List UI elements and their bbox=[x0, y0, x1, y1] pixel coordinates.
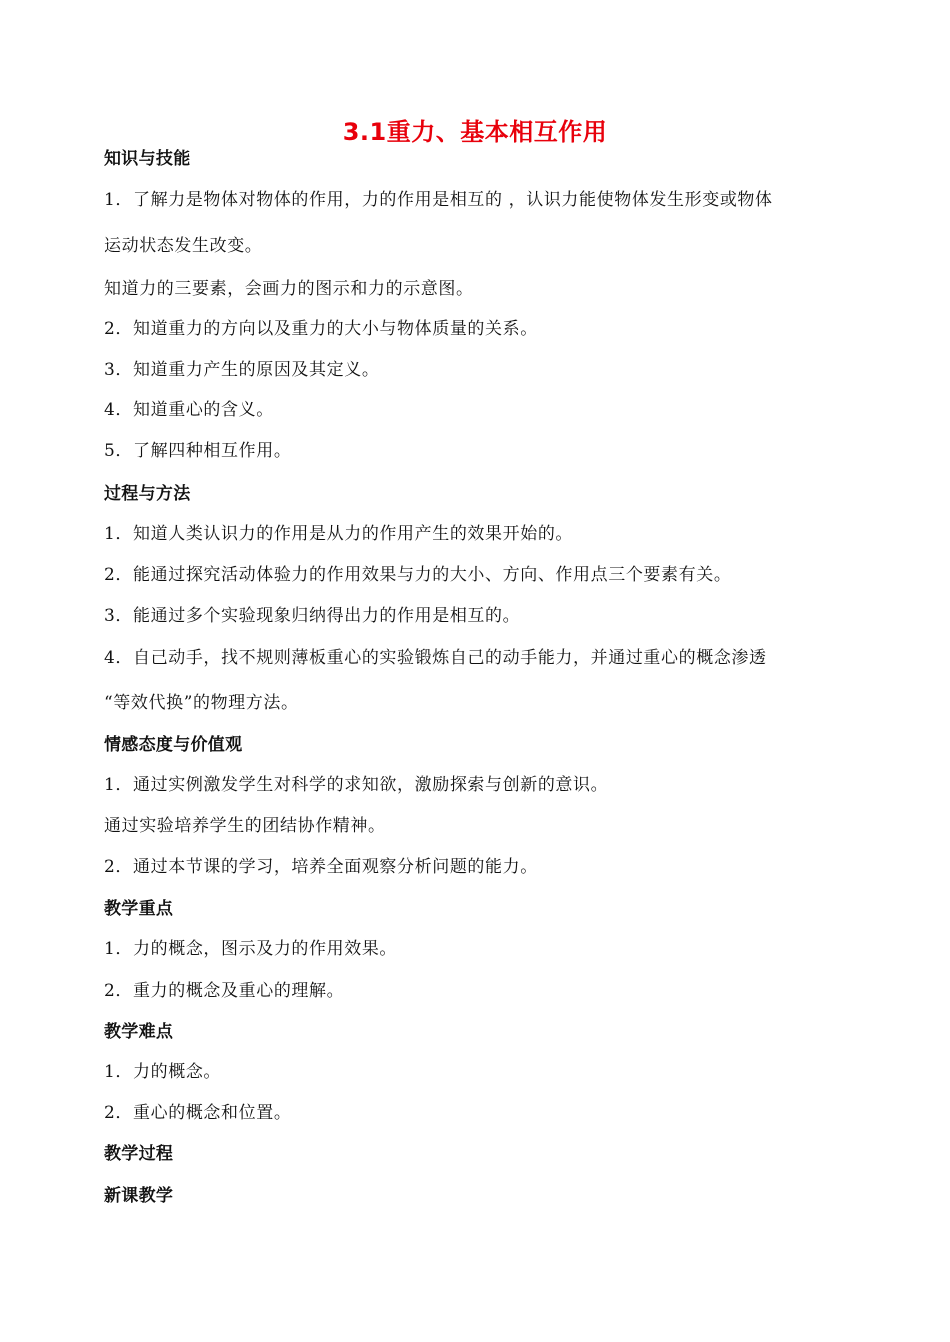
paragraph-line: 2．知道重力的方向以及重力的大小与物体质量的关系。 bbox=[104, 319, 538, 339]
paragraph-line: 3．知道重力产生的原因及其定义。 bbox=[104, 360, 380, 380]
paragraph-line: 1．了解力是物体对物体的作用，力的作用是相互的 ，认识力能使物体发生形变或物体 bbox=[104, 190, 773, 210]
paragraph-line: 1．知道人类认识力的作用是从力的作用产生的效果开始的。 bbox=[104, 524, 574, 544]
paragraph-line: 知道力的三要素，会画力的图示和力的示意图。 bbox=[104, 279, 474, 299]
section-heading: 教学重点 bbox=[104, 899, 174, 919]
section-heading: 情感态度与价值观 bbox=[104, 735, 243, 755]
paragraph-line: 5．了解四种相互作用。 bbox=[104, 441, 292, 461]
section-heading: 教学难点 bbox=[104, 1022, 174, 1042]
paragraph-line: 2．能通过探究活动体验力的作用效果与力的大小、方向、作用点三个要素有关。 bbox=[104, 565, 732, 585]
paragraph-line: 3．能通过多个实验现象归纳得出力的作用是相互的。 bbox=[104, 606, 521, 626]
document-title: 3.1重力、基本相互作用 bbox=[342, 118, 608, 146]
paragraph-line: 2．重心的概念和位置。 bbox=[104, 1103, 292, 1123]
paragraph-line: 4．自己动手，找不规则薄板重心的实验锻炼自己的动手能力，并通过重心的概念渗透 bbox=[104, 648, 767, 668]
section-heading: 知识与技能 bbox=[104, 149, 191, 169]
section-heading: 过程与方法 bbox=[104, 484, 191, 504]
section-heading: 新课教学 bbox=[104, 1186, 174, 1206]
paragraph-line: 2．通过本节课的学习，培养全面观察分析问题的能力。 bbox=[104, 857, 538, 877]
section-heading: 教学过程 bbox=[104, 1144, 174, 1164]
paragraph-line: “等效代换”的物理方法。 bbox=[104, 693, 299, 713]
paragraph-line: 通过实验培养学生的团结协作精神。 bbox=[104, 816, 386, 836]
paragraph-line: 4．知道重心的含义。 bbox=[104, 400, 274, 420]
paragraph-line: 运动状态发生改变。 bbox=[104, 236, 263, 256]
paragraph-line: 2．重力的概念及重心的理解。 bbox=[104, 981, 345, 1001]
paragraph-line: 1．通过实例激发学生对科学的求知欲，激励探索与创新的意识。 bbox=[104, 775, 609, 795]
paragraph-line: 1．力的概念。 bbox=[104, 1062, 222, 1082]
paragraph-line: 1．力的概念，图示及力的作用效果。 bbox=[104, 939, 398, 959]
